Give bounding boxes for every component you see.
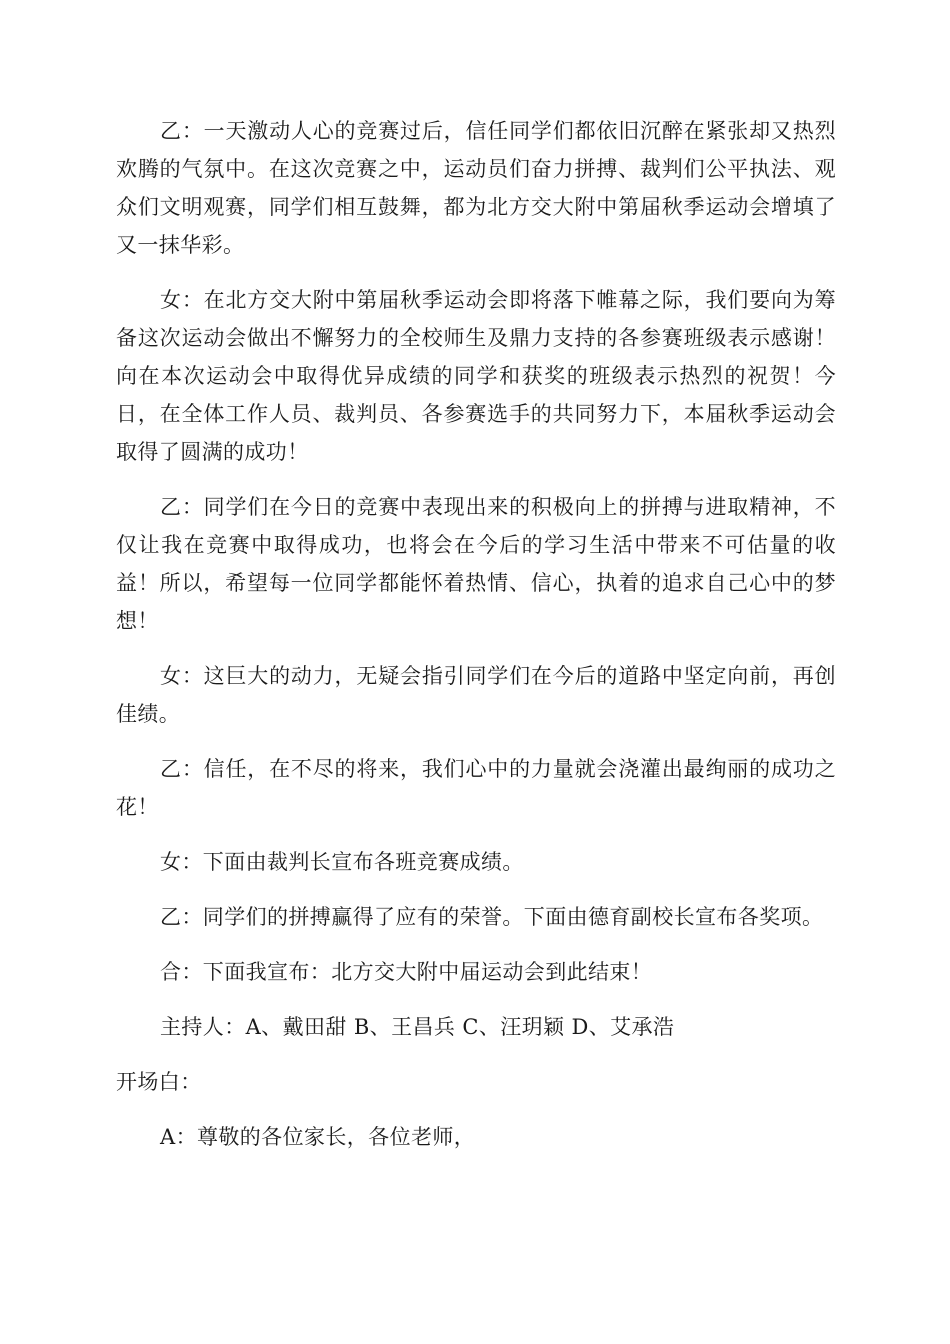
document-body bbox=[116, 112, 836, 1173]
paragraph-yi-future: 乙：信任，在不尽的将来，我们心中的力量就会浇灌出最绚丽的成功之花！ bbox=[116, 757, 836, 819]
paragraph-yi-spirit: 乙：同学们在今日的竞赛中表现出来的积极向上的拼搏与进取精神，不仅让我在竞赛中取得成功，也将会在今后的学习生活中带来不可估量的收益！所以，希望每一位同学都能怀着热情、信心，执着的追求自己心中的梦想！ bbox=[116, 495, 836, 633]
paragraph-nv-motivation: 女：这巨大的动力，无疑会指引同学们在今后的道路中坚定向前，再创佳绩。 bbox=[116, 664, 836, 726]
paragraph-a-greeting: A：尊敬的各位家长，各位老师， bbox=[160, 1125, 476, 1149]
paragraph-opening-heading: 开场白： bbox=[116, 1070, 202, 1094]
paragraph-hosts: 主持人：A、戴田甜 B、王昌兵 C、汪玥颖 D、艾承浩 bbox=[160, 1015, 675, 1039]
paragraph-nv-results: 女：下面由裁判长宣布各班竞赛成绩。 bbox=[160, 850, 524, 874]
paragraph-yi-intro: 乙：一天激动人心的竞赛过后，信任同学们都依旧沉醉在紧张却又热烈欢腾的气氛中。在这次竞赛之中，运动员们奋力拼搏、裁判们公平执法、观众们文明观赛，同学们相互鼓舞，都为北方交大附中第届秋季运动会增填了又一抹华彩。 bbox=[116, 119, 836, 257]
paragraph-he-closing: 合：下面我宣布：北方交大附中届运动会到此结束！ bbox=[160, 960, 653, 984]
paragraph-yi-awards: 乙：同学们的拼搏赢得了应有的荣誉。下面由德育副校长宣布各奖项。 bbox=[160, 905, 824, 929]
paragraph-nv-thanks: 女：在北方交大附中第届秋季运动会即将落下帷幕之际，我们要向为筹备这次运动会做出不懈努力的全校师生及鼎力支持的各参赛班级表示感谢！向在本次运动会中取得优异成绩的同学和获奖的班级表示热烈的祝贺！今日，在全体工作人员、裁判员、各参赛选手的共同努力下，本届秋季运动会取得了圆满的成功！ bbox=[116, 288, 836, 464]
